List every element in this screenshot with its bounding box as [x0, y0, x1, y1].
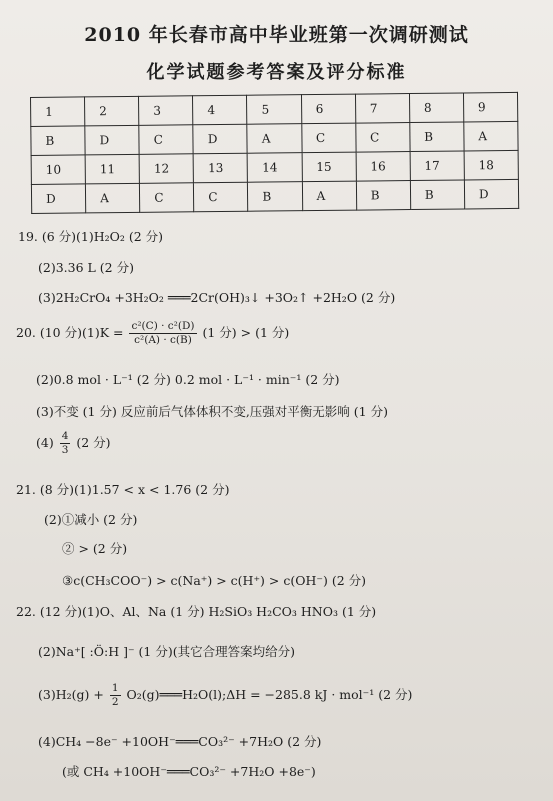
- table-cell: C: [194, 182, 248, 212]
- table-cell: B: [356, 181, 410, 211]
- table-cell: 4: [193, 95, 247, 125]
- table-cell: 10: [31, 155, 85, 185]
- fraction-numerator: c²(C) · c²(D): [131, 320, 195, 332]
- table-cell: B: [410, 122, 464, 152]
- table-cell: A: [302, 181, 356, 211]
- q19-line-3: (3)2H₂CrO₄ +3H₂O₂ ═══2Cr(OH)₃↓ +3O₂↑ +2H₂O (2 分): [38, 290, 396, 305]
- table-cell: 8: [409, 93, 463, 123]
- table-cell: 16: [356, 152, 410, 182]
- table-cell: 1: [31, 97, 85, 127]
- q20-line-2: (2)0.8 mol · L⁻¹ (2 分) 0.2 mol · L⁻¹ · min⁻¹ (2 分): [36, 372, 340, 387]
- table-cell: 3: [139, 96, 193, 126]
- q22-line-2: (2)Na⁺[ :Ö:H ]⁻ (1 分)(其它合理答案均给分): [38, 644, 295, 659]
- q22-line-4: (4)CH₄ −8e⁻ +10OH⁻═══CO₃²⁻ +7H₂O (2 分): [38, 734, 322, 749]
- q21-line-3: ② > (2 分): [62, 541, 128, 556]
- q21-line-2: (2)①减小 (2 分): [44, 512, 138, 527]
- fraction-numerator: 1: [111, 682, 119, 694]
- table-cell: C: [301, 123, 355, 153]
- q20-line-4-suffix: (2 分): [76, 435, 111, 450]
- table-cell: 7: [355, 94, 409, 124]
- table-row-answers-2: [31, 179, 518, 213]
- table-cell: 18: [464, 150, 518, 180]
- one-half-fraction: [110, 682, 121, 709]
- four-thirds-fraction: [60, 430, 71, 457]
- q20-line-1-suffix: (1 分) > (1 分): [202, 325, 290, 340]
- q22-line-5: (或 CH₄ +10OH⁻═══CO₃²⁻ +7H₂O +8e⁻): [62, 764, 316, 779]
- table-cell: A: [86, 183, 140, 213]
- table-cell: 11: [85, 154, 139, 184]
- table-cell: D: [85, 125, 139, 155]
- table-cell: 2: [85, 96, 139, 126]
- fraction-denominator: c²(A) · c(B): [134, 334, 192, 346]
- table-cell: D: [193, 124, 247, 154]
- table-cell: D: [31, 184, 85, 214]
- table-cell: 9: [463, 92, 517, 122]
- table-cell: 14: [248, 153, 302, 183]
- q20-line-1: [16, 320, 289, 347]
- q22-line-3-suffix: O₂(g)═══H₂O(l);ΔH = −285.8 kJ · mol⁻¹ (2 分): [126, 687, 413, 702]
- q22-line-3: [38, 682, 412, 709]
- table-cell: 12: [139, 154, 193, 184]
- fraction-numerator: 4: [61, 430, 69, 442]
- equilibrium-constant-fraction: [129, 320, 196, 347]
- table-cell: C: [355, 123, 409, 153]
- table-cell: A: [464, 121, 518, 151]
- document-subtitle: 化学试题参考答案及评分标准: [146, 62, 407, 83]
- table-cell: B: [410, 180, 464, 210]
- q20-line-1-prefix: 20. (10 分)(1)K =: [16, 325, 124, 340]
- table-cell: C: [140, 183, 194, 213]
- q20-line-4: [36, 430, 111, 457]
- fraction-denominator: 3: [61, 444, 69, 456]
- q21-line-4: ③c(CH₃COO⁻) > c(Na⁺) > c(H⁺) > c(OH⁻) (2 分): [62, 573, 367, 588]
- table-cell: D: [464, 179, 518, 209]
- q22-line-3-prefix: (3)H₂(g) +: [38, 687, 104, 702]
- q20-line-3: (3)不变 (1 分) 反应前后气体体积不变,压强对平衡无影响 (1 分): [36, 404, 388, 419]
- q19-line-2: (2)3.36 L (2 分): [38, 260, 134, 275]
- q22-line-1: 22. (12 分)(1)O、Al、Na (1 分) H₂SiO₃ H₂CO₃ HNO₃ (1 分): [16, 604, 377, 619]
- table-cell: 6: [301, 94, 355, 124]
- table-cell: B: [248, 182, 302, 212]
- table-cell: C: [139, 125, 193, 155]
- table-cell: A: [247, 124, 301, 154]
- q19-line-1: 19. (6 分)(1)H₂O₂ (2 分): [18, 229, 164, 244]
- q20-line-4-prefix: (4): [36, 435, 54, 450]
- document-title: 2010 年长春市高中毕业班第一次调研测试: [84, 24, 469, 46]
- table-cell: 17: [410, 151, 464, 181]
- table-cell: 13: [193, 153, 247, 183]
- table-cell: 15: [302, 152, 356, 182]
- table-cell: B: [31, 126, 85, 156]
- fraction-denominator: 2: [111, 696, 119, 708]
- q21-line-1: 21. (8 分)(1)1.57 < x < 1.76 (2 分): [16, 482, 230, 497]
- answer-table: [30, 92, 519, 214]
- table-cell: 5: [247, 95, 301, 125]
